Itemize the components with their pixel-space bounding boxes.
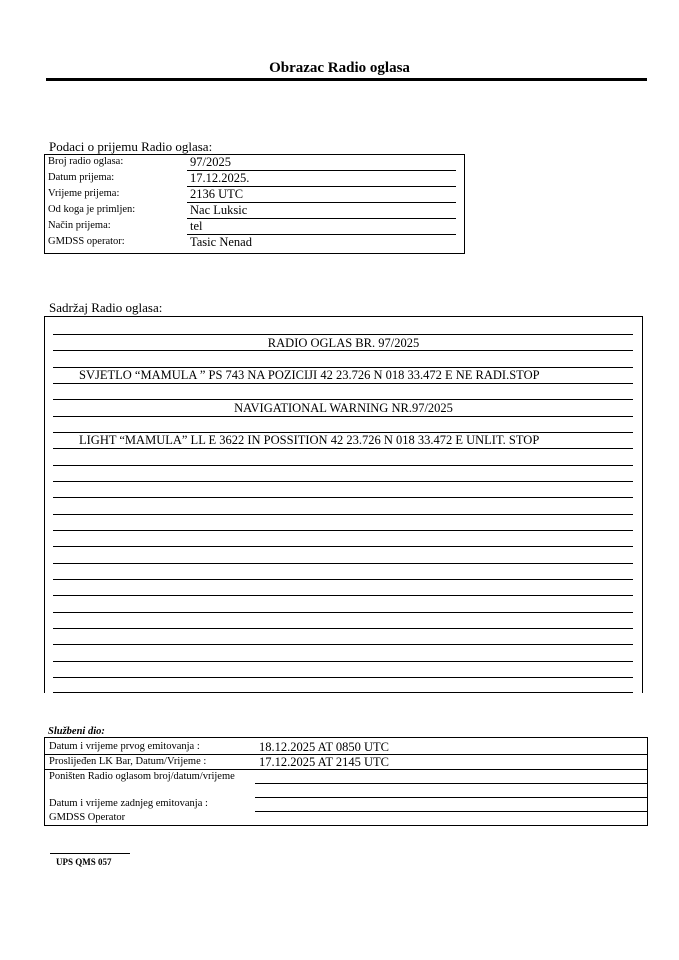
field-underline	[255, 783, 647, 784]
field-label: Datum prijema:	[48, 172, 115, 183]
ruled-line	[53, 481, 633, 482]
field-value[interactable]: Nac Luksic	[190, 203, 248, 217]
gmdss-operator-label: GMDSS Operator	[49, 812, 126, 823]
ruled-line	[53, 644, 633, 645]
field-label: Način prijema:	[48, 220, 111, 231]
content-line-4: LIGHT “MAMULA” LL E 3622 IN POSSITION 42 23.726 N 018 33.472 E UNLIT. STOP	[79, 433, 540, 447]
ruled-line	[53, 383, 633, 384]
reception-row-time	[45, 187, 464, 203]
ruled-line	[53, 595, 633, 596]
ruled-line	[53, 579, 633, 580]
ruled-line	[53, 334, 633, 335]
content-line-2: SVJETLO “MAMULA ” PS 743 NA POZICIJI 42 23.726 N 018 33.472 E NE RADI.STOP	[79, 368, 540, 382]
ruled-line	[53, 432, 633, 433]
title-divider	[46, 78, 647, 81]
reception-row-operator	[45, 235, 464, 251]
reception-row-number	[45, 155, 464, 171]
ruled-line	[53, 677, 633, 678]
ruled-line	[53, 692, 633, 693]
ruled-line	[53, 350, 633, 351]
field-label: Broj radio oglasa:	[48, 156, 124, 167]
content-line-3: NAVIGATIONAL WARNING NR.97/2025	[234, 401, 453, 415]
first-broadcast-label: Datum i vrijeme prvog emitovanja :	[49, 741, 200, 752]
footer-divider	[50, 853, 130, 854]
field-value[interactable]: 2136 UTC	[190, 187, 244, 201]
ruled-line	[53, 465, 633, 466]
cancelled-label: Poništen Radio oglasom broj/datum/vrijeme	[49, 771, 235, 782]
content-box	[44, 316, 643, 693]
reception-row-from	[45, 203, 464, 219]
ruled-line	[53, 367, 633, 368]
ruled-line	[53, 628, 633, 629]
official-info-box	[44, 737, 648, 826]
ruled-line	[53, 546, 633, 547]
document-code: UPS QMS 057	[56, 857, 112, 867]
ruled-line	[53, 448, 633, 449]
reception-row-method	[45, 219, 464, 235]
field-label: GMDSS operator:	[48, 236, 125, 247]
first-broadcast-value[interactable]: 18.12.2025 AT 0850 UTC	[259, 740, 389, 754]
field-value[interactable]: Tasic Nenad	[190, 235, 252, 249]
field-label: Od koga je primljen:	[48, 204, 136, 215]
ruled-line	[53, 612, 633, 613]
page-title: Obrazac Radio oglasa	[269, 60, 410, 76]
field-label: Vrijeme prijema:	[48, 188, 120, 199]
field-underline	[255, 797, 647, 798]
ruled-line	[53, 530, 633, 531]
last-broadcast-label: Datum i vrijeme zadnjeg emitovanja :	[49, 798, 208, 809]
field-value[interactable]: tel	[190, 219, 203, 233]
content-section-label: Sadržaj Radio oglasa:	[49, 300, 163, 315]
reception-row-date	[45, 171, 464, 187]
ruled-line	[53, 661, 633, 662]
ruled-line	[53, 514, 633, 515]
ruled-line	[53, 416, 633, 417]
ruled-line	[53, 497, 633, 498]
field-value[interactable]: 17.12.2025.	[190, 171, 250, 185]
official-section-label: Službeni dio:	[48, 726, 105, 737]
field-underline	[255, 811, 647, 812]
ruled-line	[53, 399, 633, 400]
reception-info-box	[44, 154, 465, 254]
reception-section-label: Podaci o prijemu Radio oglasa:	[49, 139, 213, 154]
ruled-line	[53, 563, 633, 564]
forwarded-value[interactable]: 17.12.2025 AT 2145 UTC	[259, 755, 389, 769]
field-value[interactable]: 97/2025	[190, 155, 231, 169]
forwarded-label: Proslijeđen LK Bar, Datum/Vrijeme :	[49, 756, 207, 767]
content-line-1: RADIO OGLAS BR. 97/2025	[267, 336, 420, 350]
